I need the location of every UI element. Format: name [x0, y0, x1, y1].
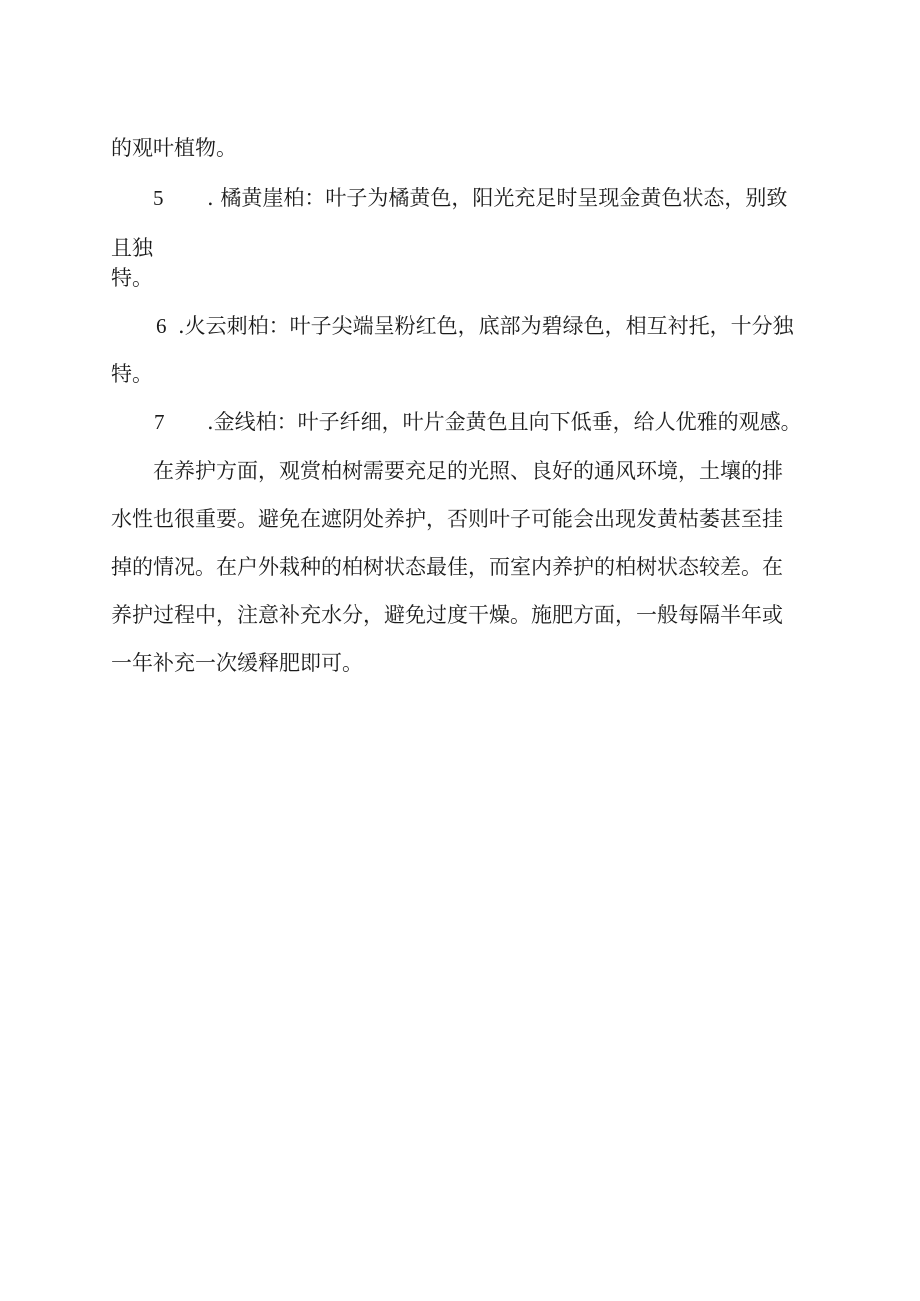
- list-item-5-line1: . 橘黄崖柏：叶子为橘黄色，阳光充足时呈现金黄色状态，别致: [207, 186, 788, 210]
- care-paragraph-line-2: 水性也很重要。避免在遮阴处养护，否则叶子可能会出现发黄枯萎甚至挂: [111, 507, 783, 531]
- care-paragraph-line-4: 养护过程中，注意补充水分，避免过度干燥。施肥方面，一般每隔半年或: [111, 603, 783, 627]
- list-item-7-line1: .金线柏：叶子纤细，叶片金黄色且向下低垂，给人优雅的观感。: [207, 410, 802, 434]
- list-item-5-line3: 特。: [111, 266, 153, 290]
- care-paragraph-line-5: 一年补充一次缓释肥即可。: [111, 651, 363, 675]
- list-item-6-line2: 特。: [111, 362, 153, 386]
- list-item-number-6: 6: [156, 314, 167, 338]
- list-item-6-line1: .火云刺柏：叶子尖端呈粉红色，底部为碧绿色，相互衬托，十分独: [178, 314, 794, 338]
- list-item-number-5: 5: [153, 186, 164, 210]
- care-paragraph-line-3: 掉的情况。在户外栽种的柏树状态最佳，而室内养护的柏树状态较差。在: [111, 555, 783, 579]
- list-item-5-line2: 且独: [111, 236, 153, 260]
- list-item-number-7: 7: [154, 410, 165, 434]
- care-paragraph-line-1: 在养护方面，观赏柏树需要充足的光照、良好的通风环境，土壤的排: [153, 459, 783, 483]
- intro-tail-text: 的观叶植物。: [111, 136, 237, 160]
